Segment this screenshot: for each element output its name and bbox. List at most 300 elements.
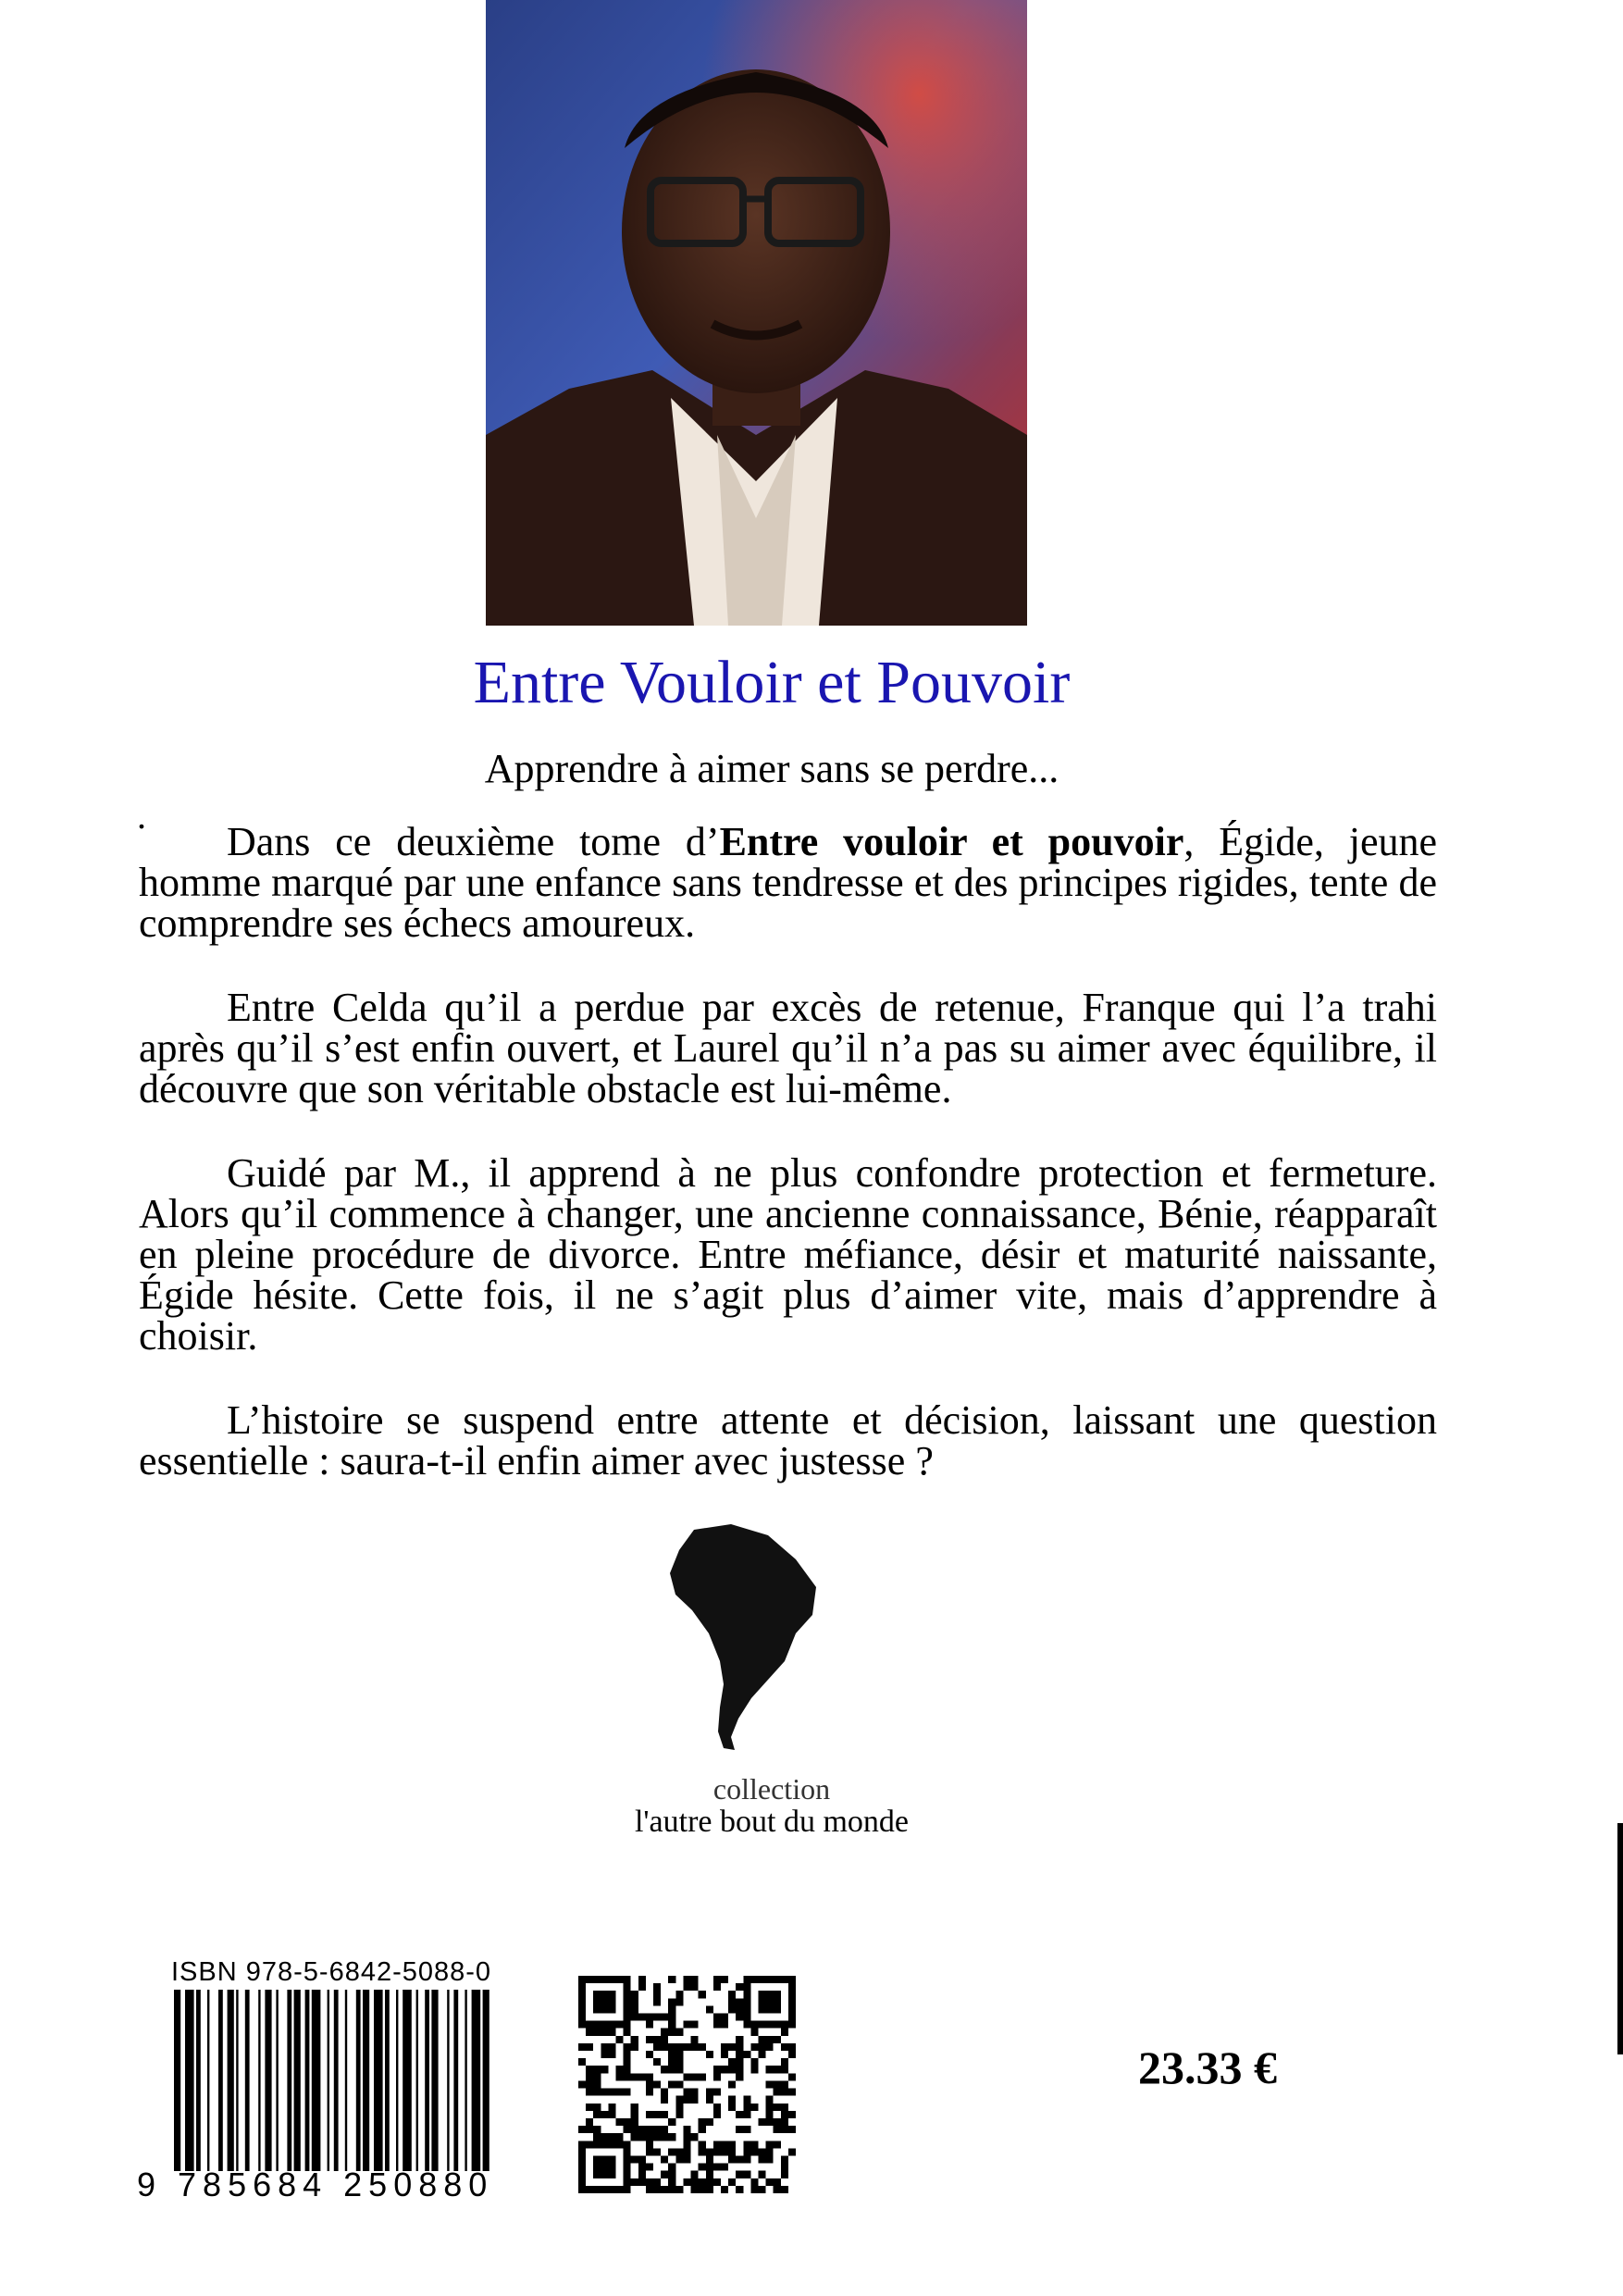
qr-module	[653, 2036, 661, 2043]
qr-module	[706, 2089, 713, 2096]
barcode-bar	[276, 1990, 278, 2171]
barcode-bar	[328, 1990, 329, 2171]
barcode-bar	[345, 1990, 347, 2171]
qr-module	[646, 2111, 653, 2118]
barcode-bar	[396, 1990, 398, 2171]
qr-module	[668, 2133, 675, 2141]
qr-module	[788, 1983, 796, 1991]
qr-module	[624, 2029, 631, 2036]
qr-module	[683, 1983, 690, 1991]
qr-module	[721, 2014, 728, 2021]
qr-module	[758, 2051, 765, 2058]
qr-module	[661, 2155, 668, 2163]
qr-module	[601, 1991, 608, 1998]
qr-module	[766, 2036, 774, 2043]
qr-module	[653, 2178, 661, 2186]
qr-module	[668, 2014, 675, 2021]
qr-module	[706, 2118, 713, 2126]
qr-module	[683, 2141, 690, 2148]
qr-module	[713, 1976, 721, 1983]
qr-module	[653, 2111, 661, 2118]
qr-module	[631, 2111, 638, 2118]
qr-module	[624, 1991, 631, 1998]
qr-module	[668, 2171, 675, 2178]
author-portrait-image	[486, 0, 1027, 626]
qr-module	[601, 2043, 608, 2051]
qr-module	[608, 2043, 615, 2051]
qr-module	[675, 2096, 683, 2104]
qr-module	[653, 2058, 661, 2066]
qr-module	[750, 2178, 758, 2186]
qr-module	[638, 2133, 646, 2141]
collection-label: collection	[712, 1772, 831, 1806]
qr-module	[713, 2178, 721, 2186]
qr-module	[736, 2155, 743, 2163]
qr-module	[774, 1991, 781, 1998]
qr-module	[624, 2043, 631, 2051]
qr-module	[668, 2164, 675, 2171]
barcode-bar	[447, 1990, 449, 2171]
qr-module	[668, 2080, 675, 2088]
qr-module	[668, 2118, 675, 2126]
qr-module	[766, 1998, 774, 2005]
qr-module	[675, 2148, 683, 2155]
qr-module	[788, 2021, 796, 2029]
qr-module	[743, 2021, 750, 2029]
qr-module	[774, 2104, 781, 2111]
qr-module	[638, 2178, 646, 2186]
qr-module	[781, 2171, 788, 2178]
qr-module	[728, 2096, 736, 2104]
qr-module	[593, 2164, 601, 2171]
qr-module	[668, 2066, 675, 2073]
qr-module	[608, 2089, 615, 2096]
qr-module	[691, 2096, 699, 2104]
qr-module	[691, 2186, 699, 2193]
qr-module	[646, 2073, 653, 2080]
qr-module	[593, 2021, 601, 2029]
qr-module	[736, 2126, 743, 2133]
price: 23.33 €	[1138, 2042, 1277, 2093]
qr-module	[774, 2126, 781, 2133]
qr-module	[601, 2021, 608, 2029]
qr-module	[758, 1976, 765, 1983]
qr-module	[608, 2133, 615, 2141]
qr-module	[624, 2118, 631, 2126]
qr-module	[706, 2164, 713, 2171]
qr-module	[750, 1976, 758, 1983]
qr-module	[788, 2051, 796, 2058]
qr-module	[683, 2021, 690, 2029]
qr-module	[631, 2118, 638, 2126]
qr-module	[781, 2089, 788, 2096]
qr-module	[675, 2051, 683, 2058]
qr-module	[683, 2043, 690, 2051]
qr-module	[788, 2148, 796, 2155]
qr-module	[699, 2073, 706, 2080]
barcode-bar	[228, 1990, 234, 2171]
qr-module	[728, 2058, 736, 2066]
qr-module	[728, 2005, 736, 2013]
qr-module	[601, 2005, 608, 2013]
qr-module	[750, 2058, 758, 2066]
qr-module	[624, 2178, 631, 2186]
qr-module	[616, 2066, 624, 2073]
qr-module	[638, 1983, 646, 1991]
south-america-map-icon	[666, 1522, 820, 1754]
qr-module	[766, 2066, 774, 2073]
qr-module	[683, 2133, 690, 2141]
qr-module	[728, 2141, 736, 2148]
qr-module	[661, 2036, 668, 2043]
barcode-bar	[207, 1990, 209, 2171]
qr-module	[631, 2104, 638, 2111]
qr-module	[578, 2021, 586, 2029]
qr-module	[743, 2096, 750, 2104]
qr-module	[668, 2058, 675, 2066]
qr-module	[601, 2029, 608, 2036]
qr-module	[668, 2051, 675, 2058]
qr-module	[750, 2043, 758, 2051]
qr-module	[661, 2089, 668, 2096]
qr-module	[781, 2164, 788, 2171]
qr-module	[713, 2073, 721, 2080]
qr-module	[683, 2073, 690, 2080]
qr-module	[578, 2148, 586, 2155]
qr-module	[706, 2171, 713, 2178]
qr-module	[774, 2005, 781, 2013]
qr-module	[578, 2186, 586, 2193]
barcode-bar	[312, 1990, 321, 2171]
qr-module	[608, 1976, 615, 1983]
qr-module	[788, 1976, 796, 1983]
qr-module	[788, 1991, 796, 1998]
qr-module	[743, 2014, 750, 2021]
qr-module	[683, 2089, 690, 2096]
qr-module	[675, 1991, 683, 1998]
qr-module	[608, 1998, 615, 2005]
qr-module	[624, 2186, 631, 2193]
barcode-bar	[245, 1990, 250, 2171]
qr-module	[616, 2186, 624, 2193]
author-portrait	[486, 0, 1027, 626]
qr-module	[721, 2141, 728, 2148]
qr-module	[774, 2080, 781, 2088]
qr-module	[713, 2111, 721, 2118]
qr-module	[586, 2118, 593, 2126]
qr-module	[736, 1983, 743, 1991]
qr-module	[706, 2186, 713, 2193]
qr-module	[624, 2014, 631, 2021]
qr-module	[721, 2186, 728, 2193]
qr-module	[624, 2051, 631, 2058]
qr-module	[601, 2141, 608, 2148]
qr-module	[728, 2155, 736, 2163]
qr-module	[624, 2126, 631, 2133]
qr-module	[624, 2005, 631, 2013]
qr-module	[774, 2186, 781, 2193]
qr-module	[788, 2005, 796, 2013]
qr-module	[713, 2089, 721, 2096]
qr-module	[608, 2051, 615, 2058]
barcode-bar	[465, 1990, 466, 2171]
qr-module	[736, 1998, 743, 2005]
qr-module	[699, 2043, 706, 2051]
synopsis-paragraph-4: L’histoire se suspend entre attente et décision, laissant une question essentielle : saura-t-il enfin aimer avec justesse ?	[139, 1397, 1437, 1483]
qr-module	[728, 2080, 736, 2088]
qr-module	[781, 2104, 788, 2111]
qr-module	[646, 2164, 653, 2171]
qr-module	[736, 2073, 743, 2080]
qr-module	[699, 2186, 706, 2193]
qr-code	[578, 1976, 796, 2193]
qr-module	[593, 2186, 601, 2193]
qr-module	[713, 2148, 721, 2155]
qr-module	[646, 2051, 653, 2058]
qr-module	[578, 2155, 586, 2163]
qr-module	[601, 2164, 608, 2171]
qr-module	[721, 2043, 728, 2051]
qr-module	[713, 2014, 721, 2021]
qr-module	[675, 2066, 683, 2073]
qr-module	[736, 2036, 743, 2043]
qr-module	[578, 2141, 586, 2148]
qr-module	[624, 2171, 631, 2178]
qr-module	[788, 2014, 796, 2021]
isbn-barcode	[174, 1990, 511, 2171]
qr-module	[713, 2021, 721, 2029]
qr-module	[774, 2021, 781, 2029]
qr-module	[661, 2029, 668, 2036]
synopsis-paragraph-2: Entre Celda qu’il a perdue par excès de retenue, Franque qui l’a trahi après qu’il s’est enfin ouvert, et Laurel qu’il n’a pas su aimer avec équilibre, il découvre que son véritable obstacle est lui-même.	[139, 985, 1437, 1111]
qr-module	[736, 2051, 743, 2058]
qr-module	[631, 2155, 638, 2163]
qr-module	[699, 2141, 706, 2148]
barcode-bar	[174, 1990, 180, 2171]
qr-module	[593, 2141, 601, 2148]
qr-module	[653, 2080, 661, 2088]
qr-module	[691, 2036, 699, 2043]
barcode-bar	[363, 1990, 369, 2171]
qr-module	[766, 2005, 774, 2013]
qr-module	[758, 2118, 765, 2126]
qr-module	[653, 2043, 661, 2051]
qr-module	[578, 2080, 586, 2088]
qr-module	[661, 2186, 668, 2193]
qr-module	[743, 2141, 750, 2148]
qr-module	[683, 2178, 690, 2186]
qr-module	[699, 2126, 706, 2133]
qr-module	[616, 2133, 624, 2141]
qr-module	[661, 2171, 668, 2178]
qr-module	[653, 2014, 661, 2021]
barcode-bar	[431, 1990, 438, 2171]
qr-module	[593, 2104, 601, 2111]
qr-module	[631, 1991, 638, 1998]
qr-module	[691, 2073, 699, 2080]
qr-module	[706, 2155, 713, 2163]
qr-module	[788, 2111, 796, 2118]
qr-module	[736, 2111, 743, 2118]
qr-module	[750, 2066, 758, 2073]
qr-module	[631, 2014, 638, 2021]
qr-module	[743, 2051, 750, 2058]
qr-module	[736, 2058, 743, 2066]
stray-dot: .	[137, 795, 146, 837]
qr-module	[601, 2089, 608, 2096]
qr-module	[774, 2141, 781, 2148]
qr-module	[758, 2036, 765, 2043]
qr-module	[608, 2029, 615, 2036]
qr-module	[631, 2178, 638, 2186]
edge-mark	[1617, 1823, 1623, 2054]
qr-module	[601, 2066, 608, 2073]
qr-module	[699, 1991, 706, 1998]
qr-module	[736, 2043, 743, 2051]
qr-module	[578, 2005, 586, 2013]
qr-module	[699, 2164, 706, 2171]
qr-module	[578, 2014, 586, 2021]
qr-module	[691, 1983, 699, 1991]
synopsis-paragraph-1	[139, 819, 1438, 946]
qr-module	[631, 2036, 638, 2043]
qr-module	[586, 2104, 593, 2111]
qr-module	[713, 2104, 721, 2111]
book-subtitle: Apprendre à aimer sans se perdre...	[484, 746, 1059, 791]
qr-module	[758, 2043, 765, 2051]
qr-module	[766, 1976, 774, 1983]
qr-module	[728, 2178, 736, 2186]
qr-module	[593, 2066, 601, 2073]
qr-module	[616, 2073, 624, 2080]
qr-module	[766, 2096, 774, 2104]
qr-module	[586, 2126, 593, 2133]
qr-module	[766, 2118, 774, 2126]
qr-module	[691, 1976, 699, 1983]
qr-module	[608, 1991, 615, 1998]
qr-module	[616, 2118, 624, 2126]
qr-module	[653, 2148, 661, 2155]
qr-module	[774, 1976, 781, 1983]
qr-module	[624, 2058, 631, 2066]
qr-module	[683, 2148, 690, 2155]
synopsis-paragraph-1-start: Dans ce deuxième tome d’	[227, 819, 720, 864]
synopsis	[139, 819, 1438, 1525]
qr-module	[774, 2089, 781, 2096]
qr-module	[661, 2066, 668, 2073]
qr-module	[743, 2005, 750, 2013]
qr-module	[624, 1976, 631, 1983]
qr-module	[721, 2021, 728, 2029]
qr-module	[675, 2029, 683, 2036]
barcode-bar	[453, 1990, 458, 2171]
barcode-bar	[403, 1990, 412, 2171]
qr-module	[691, 2021, 699, 2029]
book-title: Entre Vouloir et Pouvoir	[473, 649, 1071, 716]
qr-module	[691, 2089, 699, 2096]
qr-module	[736, 2014, 743, 2021]
qr-module	[608, 2111, 615, 2118]
qr-module	[781, 2186, 788, 2193]
qr-module	[638, 2171, 646, 2178]
qr-module	[593, 2005, 601, 2013]
qr-module	[593, 2111, 601, 2118]
qr-module	[721, 2148, 728, 2155]
qr-module	[631, 2073, 638, 2080]
qr-module	[601, 1998, 608, 2005]
qr-module	[758, 1998, 765, 2005]
qr-module	[668, 2005, 675, 2013]
qr-module	[683, 1976, 690, 1983]
qr-module	[593, 2171, 601, 2178]
qr-module	[661, 2126, 668, 2133]
qr-module	[758, 2148, 765, 2155]
synopsis-paragraph-1-end: , Égide, jeune homme marqué par une enfance sans tendresse et des principes rigides, tente de comprendre ses échecs amoureux.	[139, 819, 1438, 946]
barcode-bar	[265, 1990, 271, 2171]
qr-module	[661, 2096, 668, 2104]
qr-module	[593, 2126, 601, 2133]
qr-module	[631, 2126, 638, 2133]
qr-module	[736, 2066, 743, 2073]
barcode-bar	[385, 1990, 390, 2171]
qr-module	[638, 2073, 646, 2080]
qr-module	[646, 2089, 653, 2096]
qr-module	[781, 2126, 788, 2133]
qr-module	[638, 2014, 646, 2021]
qr-module	[593, 1976, 601, 1983]
qr-module	[624, 2066, 631, 2073]
qr-module	[578, 2178, 586, 2186]
qr-module	[616, 2089, 624, 2096]
qr-module	[646, 2036, 653, 2043]
qr-module	[578, 1998, 586, 2005]
qr-module	[578, 2043, 586, 2051]
qr-module	[668, 2043, 675, 2051]
qr-module	[601, 2051, 608, 2058]
qr-module	[661, 2014, 668, 2021]
qr-module	[781, 2118, 788, 2126]
qr-module	[758, 2155, 765, 2163]
qr-module	[601, 2186, 608, 2193]
qr-module	[728, 2148, 736, 2155]
qr-module	[683, 2155, 690, 2163]
qr-module	[616, 2141, 624, 2148]
isbn-digits: 9 785684 250880	[137, 2166, 494, 2203]
qr-module	[774, 2178, 781, 2186]
qr-module	[601, 1976, 608, 1983]
qr-module	[774, 2118, 781, 2126]
qr-module	[706, 2005, 713, 2013]
qr-module	[578, 1991, 586, 1998]
qr-module	[578, 2164, 586, 2171]
qr-module	[781, 2058, 788, 2066]
qr-module	[624, 2148, 631, 2155]
qr-module	[668, 1998, 675, 2005]
qr-module	[788, 2126, 796, 2133]
qr-module	[601, 2171, 608, 2178]
qr-module	[608, 2021, 615, 2029]
qr-module	[743, 2171, 750, 2178]
qr-module	[788, 2089, 796, 2096]
qr-module	[646, 2178, 653, 2186]
qr-module	[608, 2155, 615, 2163]
qr-module	[721, 2164, 728, 2171]
qr-module	[593, 2155, 601, 2163]
barcode-bar	[472, 1990, 481, 2171]
qr-module	[675, 2155, 683, 2163]
qr-module	[578, 1983, 586, 1991]
qr-module	[638, 2164, 646, 2171]
